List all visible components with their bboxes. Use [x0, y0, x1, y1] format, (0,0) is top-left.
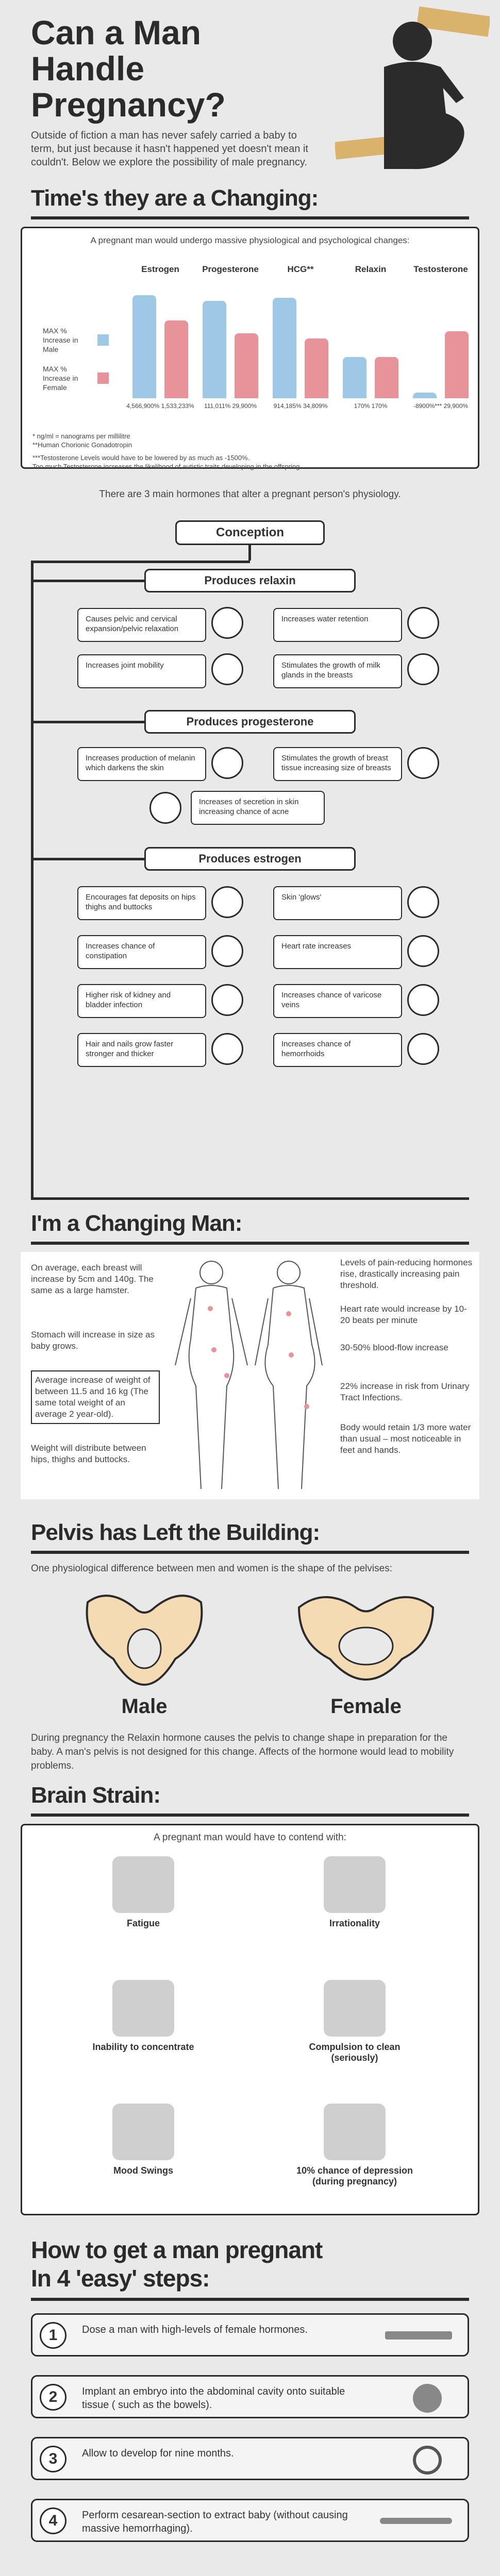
howto-step: [31, 2437, 469, 2480]
chart-category-label: HCG**: [287, 264, 314, 274]
pelvis-intro: One physiological difference between men and women is the shape of the pelvises:: [31, 1563, 392, 1574]
brain-item: Fatigue: [84, 1856, 203, 1929]
legend-swatch-female: [97, 372, 109, 384]
chart-data-label: -8900%*** 29,900%: [413, 402, 469, 410]
hormones-intro: There are 3 main hormones that alter a pregnant person's physiology.: [99, 489, 401, 500]
heart-icon: [407, 935, 439, 967]
changing-right-4: 22% increase in risk from Urinary Tract Infections.: [340, 1381, 470, 1402]
chart-subtitle: A pregnant man would undergo massive physiological and psychological changes:: [90, 235, 410, 245]
divider: [31, 1814, 469, 1817]
flow-rail-bottom: [31, 1197, 469, 1200]
pelvis-icon: [211, 607, 243, 639]
legend-item-male: [43, 326, 115, 354]
changing-right-2: Heart rate would increase by 10-20 beats per minute: [340, 1304, 467, 1325]
chart-category-label: Testosterone: [413, 264, 468, 274]
chart-data-label: 4,566,900% 1,533,233%: [126, 402, 194, 410]
beard-icon: [211, 1033, 243, 1065]
legend-item-female: [43, 364, 115, 392]
step-text: Perform cesarean-section to extract baby (without causing massive hemorrhaging).: [82, 2510, 348, 2534]
flow-rail-top: [31, 561, 250, 563]
flow-progesterone: Produces progesterone: [144, 710, 356, 734]
chart-data-label: 170% 170%: [354, 402, 388, 410]
syringe-icon: [385, 2331, 452, 2340]
changing-left-1: On average, each breast will increase by 5cm and 140g. The same as a large hamster.: [31, 1263, 154, 1295]
divider: [31, 1242, 469, 1245]
changing-left-4: Weight will distribute between hips, thighs and buttocks.: [31, 1443, 146, 1464]
step-number: 1: [40, 2322, 66, 2349]
step-number: 3: [40, 2446, 66, 2472]
estrogen-item: Higher risk of kidney and bladder infection: [77, 984, 206, 1018]
chart-category-label: Progesterone: [202, 264, 259, 274]
hormone-chart: [125, 264, 476, 424]
chart-data-label: 914,185% 34,809%: [273, 402, 328, 410]
toilet-icon: [211, 935, 243, 967]
embryo-icon: [413, 2384, 442, 2413]
divider: [31, 216, 469, 219]
clock-icon: [413, 2446, 442, 2475]
vacuum-icon: [324, 1980, 386, 2037]
divider: [31, 1551, 469, 1554]
head-scribble-icon: [112, 1980, 174, 2037]
chart-column: [125, 264, 195, 424]
chart-data-label: 111,011% 29,900%: [204, 402, 257, 410]
pelvis-female-label: Female: [330, 1695, 402, 1718]
brain-title: Brain Strain:: [31, 1783, 161, 1808]
female-pelvis-illustration: [294, 1587, 438, 1690]
estrogen-item: Increases chance of varicose veins: [273, 984, 402, 1018]
howto-step: [31, 2313, 469, 2357]
divider: [31, 2298, 469, 2301]
chart-bar-male: [413, 393, 437, 398]
relaxin-item: Stimulates the growth of milk glands in the breasts: [273, 654, 402, 688]
pelvis-title: Pelvis has Left the Building:: [31, 1520, 320, 1545]
masks-icon: [112, 2104, 174, 2160]
header-intro: Outside of fiction a man has never safely carried a baby to term, but just because it hasn't happened yet doesn't mean it couldn't. Below we explore the possibility of male pregnancy.: [31, 130, 308, 168]
flow-arrow: [31, 580, 144, 582]
body-outline-illustration: [165, 1252, 335, 1499]
estrogen-item: Increases chance of hemorrhoids: [273, 1033, 402, 1067]
legend: [43, 326, 115, 392]
changing-right-3: 30-50% blood-flow increase: [340, 1343, 448, 1352]
chart-category-label: Relaxin: [355, 264, 387, 274]
relaxin-item: Causes pelvic and cervical expansion/pelvic relaxation: [77, 608, 206, 642]
progesterone-item: Increases of secretion in skin increasing chance of acne: [191, 791, 325, 825]
chart-bar-female: [164, 320, 188, 398]
flow-left-rail: [31, 561, 34, 1199]
progesterone-item: Stimulates the growth of breast tissue increasing size of breasts: [273, 747, 402, 781]
brain-item: Irrationality: [295, 1856, 414, 1929]
flow-conception: Conception: [175, 520, 325, 545]
legend-label-male: MAX % Increase in Male: [43, 327, 78, 353]
sparkle-icon: [407, 886, 439, 918]
brain-item: Compulsion to clean (seriously): [295, 1980, 414, 2063]
times-title: Time's they are a Changing:: [31, 185, 319, 211]
estrogen-item: Increases chance of constipation: [77, 935, 206, 969]
chart-bar-female: [375, 357, 398, 398]
estrogen-item: Hair and nails grow faster stronger and thicker: [77, 1033, 206, 1067]
scalpel-icon: [380, 2518, 452, 2524]
skin-icon: [211, 747, 243, 779]
step-text: Implant an embryo into the abdominal cavity onto suitable tissue ( such as the bowels).: [82, 2386, 345, 2411]
pelvis-male-label: Male: [121, 1695, 168, 1718]
changing-right-5: Body would retain 1/3 more water than usual – most noticeable in feet and hands.: [340, 1422, 471, 1455]
breast-icon: [407, 653, 439, 685]
lightning-icon: [324, 1856, 386, 1913]
toilet-roll-icon: [407, 1033, 439, 1065]
relaxin-item: Increases joint mobility: [77, 654, 206, 688]
changing-right-1: Levels of pain-reducing hormones rise, drastically increasing pain threshold.: [340, 1258, 473, 1290]
chart-bar-male: [343, 357, 366, 398]
flow-arrow: [31, 858, 144, 860]
changing-left-3: Average increase of weight of between 11.5 and 16 kg (The same total weight of an average 2 year-old).: [31, 1370, 160, 1424]
face-acne-icon: [149, 792, 181, 824]
pelvis-body: During pregnancy the Relaxin hormone causes the pelvis to change shape in preparation for the baby. A man's pelvis is not designed for this change. Affects of the hormone would lead to mobility problems.: [31, 1733, 454, 1771]
header: [0, 0, 500, 170]
estrogen-item: Encourages fat deposits on hips thighs and buttocks: [77, 886, 206, 920]
bra-icon: [407, 747, 439, 779]
howto-step: [31, 2499, 469, 2542]
chart-column: [336, 264, 406, 424]
brain-item: Inability to concentrate: [84, 1980, 203, 2053]
estrogen-item: Skin 'glows': [273, 886, 402, 920]
flow-relaxin: Produces relaxin: [144, 569, 356, 592]
changing-panel: [21, 1252, 479, 1499]
pregnant-man-illustration: [335, 5, 490, 170]
chart-panel: [21, 227, 479, 469]
howto-title-1: How to get a man pregnant: [31, 2236, 323, 2263]
chart-bar-female: [445, 331, 469, 398]
relaxin-item: Increases water retention: [273, 608, 402, 642]
brain-item: Mood Swings: [84, 2104, 203, 2176]
chart-footnotes: * ng/ml = nanograms per millilitre **Human Chorionic Gonadotropin ***Testosterone Levels would have to be lowered by as much as -1500%. Too much Testosterone increases the likelihood of autistic traits developing in the offspring.: [32, 432, 302, 470]
chart-column: [265, 264, 336, 424]
male-pelvis-illustration: [77, 1587, 211, 1690]
brain-item: 10% chance of depression (during pregnancy): [295, 2104, 414, 2187]
bed-icon: [112, 1856, 174, 1913]
estrogen-item: Heart rate increases: [273, 935, 402, 969]
howto-title-2: In 4 'easy' steps:: [31, 2265, 210, 2292]
chart-bar-female: [305, 338, 328, 398]
step-number: 2: [40, 2384, 66, 2411]
chart-column: [406, 264, 476, 424]
changing-left-2: Stomach will increase in size as baby grows.: [31, 1330, 155, 1351]
chart-category-label: Estrogen: [141, 264, 179, 274]
rain-cloud-icon: [324, 2104, 386, 2160]
kidney-icon: [211, 984, 243, 1016]
step-number: 4: [40, 2507, 66, 2534]
step-text: Allow to develop for nine months.: [82, 2448, 234, 2459]
chart-bar-male: [132, 295, 156, 398]
flow-arrow: [31, 721, 144, 723]
chart-bar-female: [235, 333, 258, 398]
brain-panel: [21, 1824, 479, 2215]
page-title: Can a Man Handle Pregnancy?: [31, 13, 226, 124]
leg-icon: [407, 984, 439, 1016]
step-text: Dose a man with high-levels of female hormones.: [82, 2324, 308, 2335]
howto-step: [31, 2375, 469, 2418]
legend-swatch-male: [97, 334, 109, 346]
water-tap-icon: [407, 607, 439, 639]
progesterone-item: Increases production of melanin which darkens the skin: [77, 747, 206, 781]
chart-bar-male: [203, 301, 226, 398]
chart-bar-male: [273, 298, 296, 398]
flow-estrogen: Produces estrogen: [144, 847, 356, 871]
changing-title: I'm a Changing Man:: [31, 1211, 242, 1236]
legend-label-female: MAX % Increase in Female: [43, 365, 78, 392]
chart-column: [195, 264, 265, 424]
brain-intro: A pregnant man would have to contend with:: [154, 1832, 346, 1843]
flow-connector: [248, 545, 251, 561]
hips-icon: [211, 886, 243, 918]
joint-icon: [211, 653, 243, 685]
